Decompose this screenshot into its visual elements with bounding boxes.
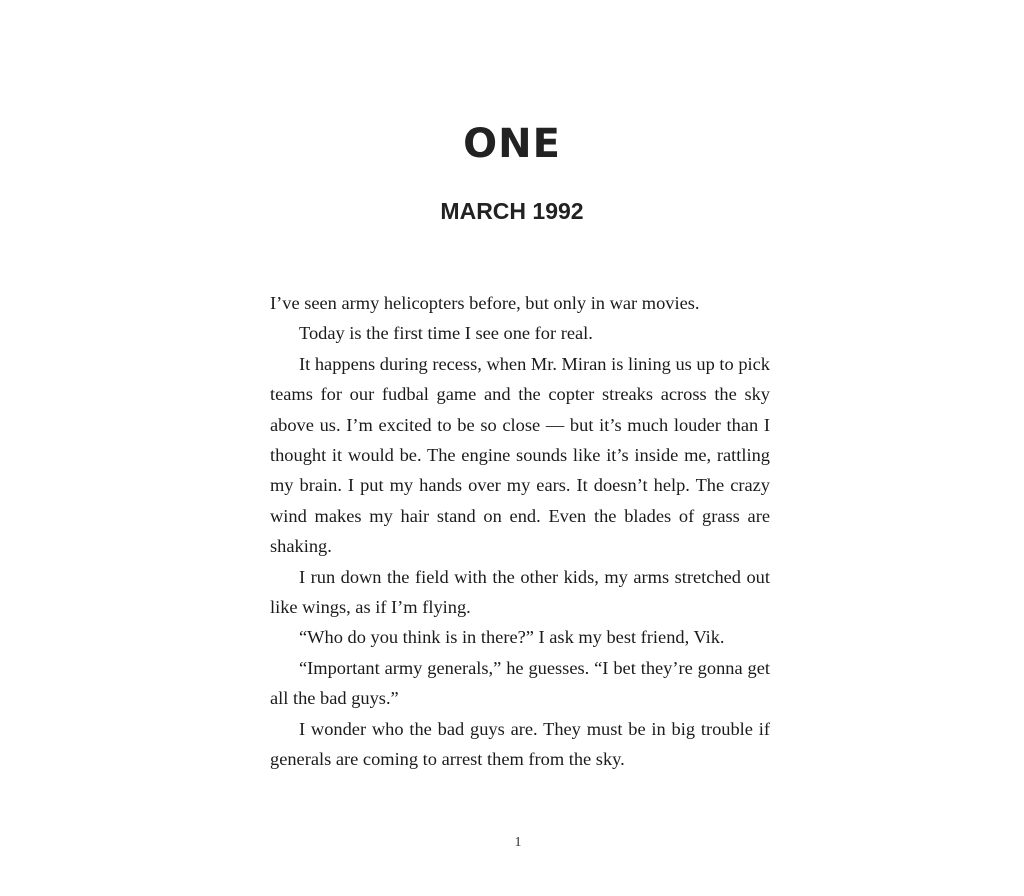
paragraph: I wonder who the bad guys are. They must be in big trouble if generals are coming to arrest them from the sky. — [270, 718, 770, 770]
chapter-date: MARCH 1992 — [440, 198, 584, 224]
chapter-body — [270, 288, 770, 775]
paragraph: “Who do you think is in there?” I ask my best friend, Vik. — [299, 627, 725, 648]
page-number: 1 — [514, 835, 522, 850]
chapter-title: ONE — [463, 121, 561, 167]
paragraph: It happens during recess, when Mr. Miran is lining us up to pick teams for our fudbal game and the copter streaks across the sky above us. I’m excited to be so close — but it’s much louder than I thought it would be. The engine sounds like it’s inside me, rattling my brain. I put my hands over my ears. It doesn’t help. The crazy wind makes my hair stand on end. Even the blades of grass are shaking. — [270, 353, 770, 557]
paragraph: I run down the field with the other kids, my arms stretched out like wings, as if I’m flying. — [270, 566, 770, 618]
paragraph: Today is the first time I see one for real. — [299, 323, 593, 344]
paragraph: “Important army generals,” he guesses. “I bet they’re gonna get all the bad guys.” — [270, 657, 770, 709]
paragraph: I’ve seen army helicopters before, but only in war movies. — [270, 293, 700, 313]
